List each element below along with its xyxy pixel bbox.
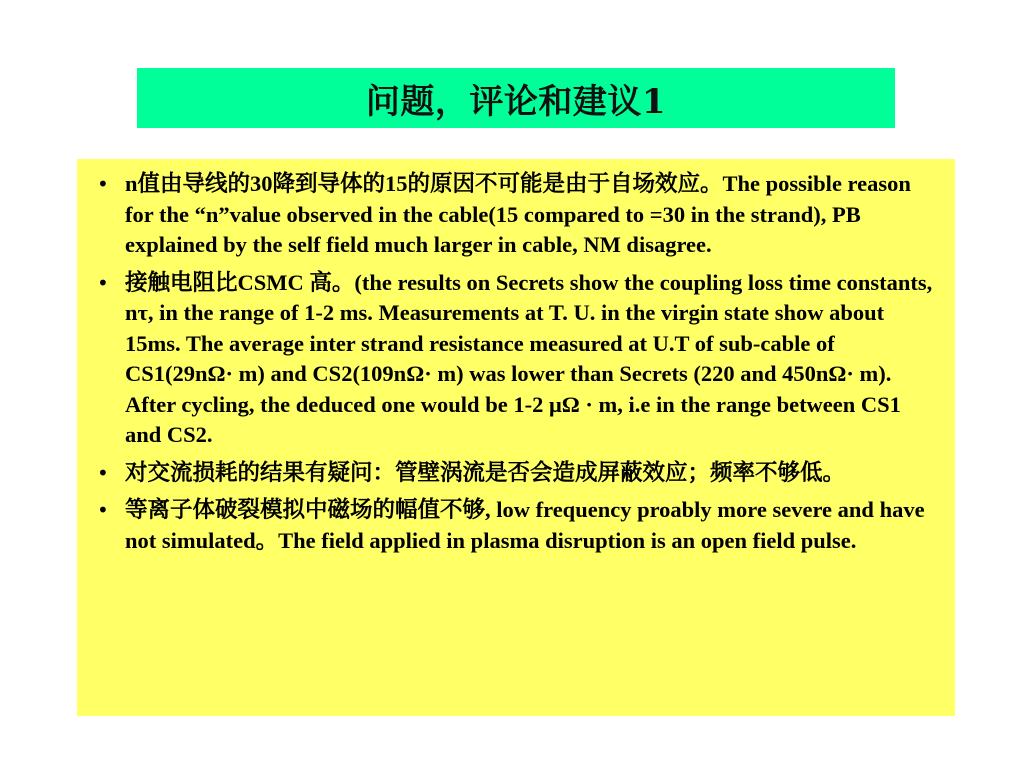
bullet-text: n值由导线的30降到导体的15的原因不可能是由于自场效应。The possible reason for the “n”value observed in the cable(15 compared to =30 in the strand), PB explained by the self field much larger in cable, NM disagree. — [125, 171, 911, 257]
bullet-item-plasma-disruption — [93, 495, 941, 556]
slide-title: 问题，评论和建议1 — [365, 81, 667, 122]
bullet-item-ac-loss — [93, 458, 941, 489]
bullet-text: 等离子体破裂模拟中磁场的幅值不够, low frequency proably more severe and have not simulated。The field applied in plasma disruption is an open field pulse. — [125, 497, 925, 553]
bullet-item-contact-resistance — [93, 268, 941, 451]
bullet-icon: • — [97, 460, 109, 485]
content-box — [77, 159, 955, 716]
title-banner — [137, 68, 895, 128]
bullet-icon: • — [97, 270, 109, 295]
bullet-icon: • — [97, 172, 109, 196]
bullet-item-n-value — [93, 169, 941, 261]
bullet-icon: • — [97, 498, 109, 522]
bullet-text: 对交流损耗的结果有疑问：管壁涡流是否会造成屏蔽效应；频率不够低。 — [125, 459, 846, 485]
bullet-list — [93, 169, 941, 556]
bullet-text: 接触电阻比CSMC 高。(the results on Secrets show the coupling loss time constants, nτ, in the range of 1-2 ms. Measurements at T. U. in the virgin state show about 15ms. The average inter strand resistance measured at U.T of sub-cable of CS1(29nΩ· m) and CS2(109nΩ· m) was lower than Secrets (220 and 450nΩ· m). After cycling, the deduced one would be 1-2 μΩ · m, i.e in the range between CS1 and CS2. — [125, 269, 933, 447]
